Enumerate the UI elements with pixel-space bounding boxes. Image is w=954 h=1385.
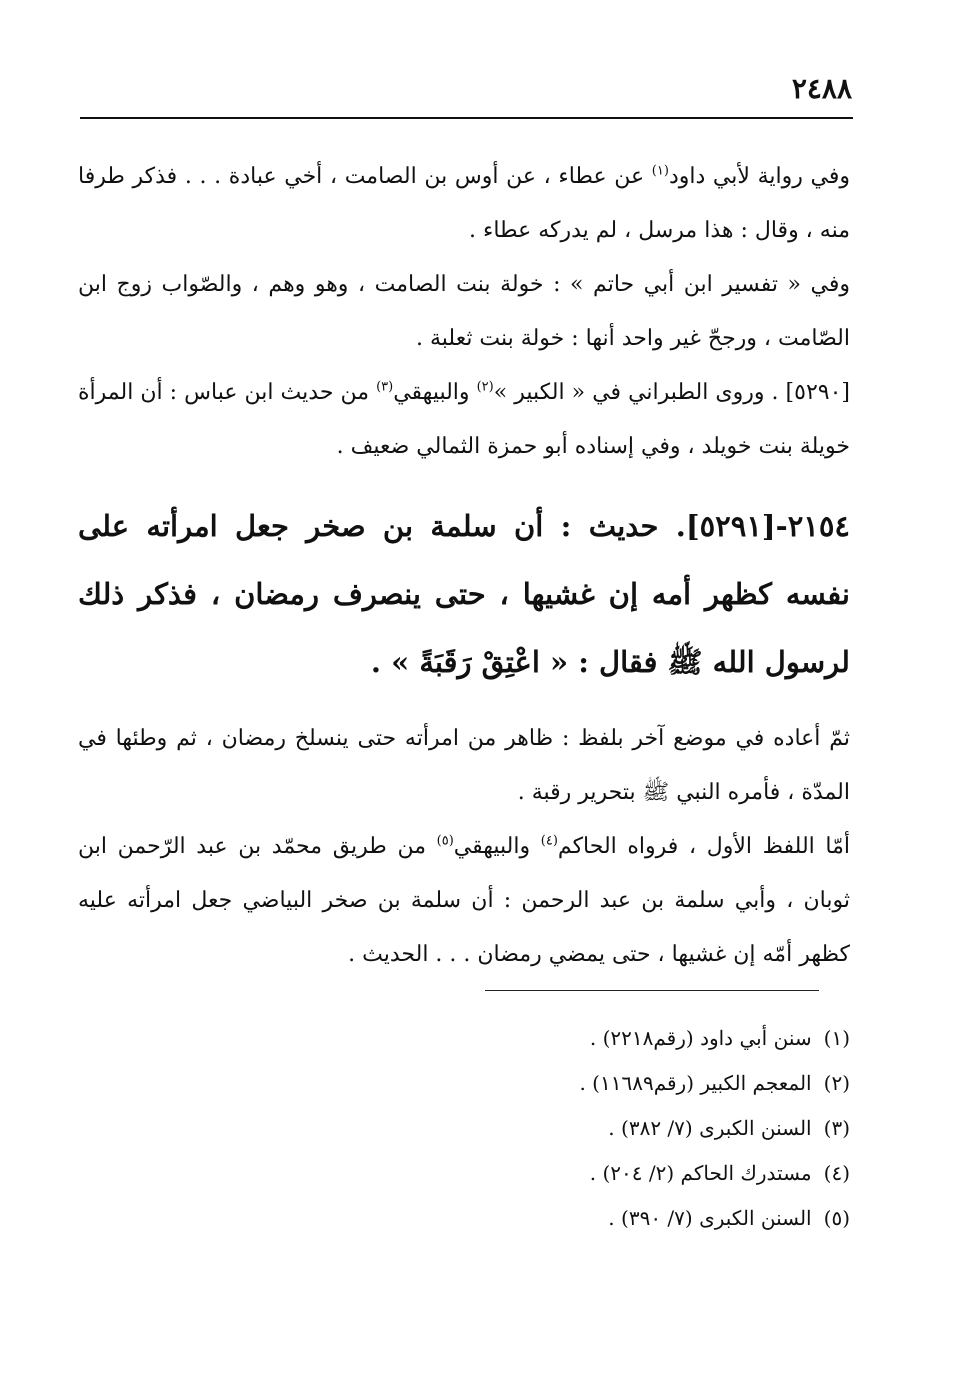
hadith-heading: ٢١٥٤-[٥٢٩١]. حديث : أن سلمة بن صخر جعل امرأته على نفسه كظهر أمه إن غشيها ، حتى ينصرف رمضان ، فذكر ذلك لرسول الله ﷺ فقال : « اعْتِقْ رَقَبَةً » . bbox=[78, 509, 850, 679]
footnote-number: (٣) bbox=[823, 1116, 850, 1140]
footnote-ref[interactable]: (١) bbox=[651, 163, 669, 179]
footnote-text: السنن الكبرى (٧/ ٣٨٢) . bbox=[608, 1116, 812, 1140]
footnotes-list bbox=[230, 1016, 850, 1241]
main-text bbox=[78, 150, 850, 982]
paragraph: ثمّ أعاده في موضع آخر بلفظ : ظاهر من امرأته حتى ينسلخ رمضان ، ثم وطئها في المدّة ، فأمره النبي ﷺ بتحرير رقبة . bbox=[78, 726, 850, 805]
hadith-ref: [٥٢٩١] bbox=[685, 509, 776, 543]
page-number: ٢٤٨٨ bbox=[791, 72, 852, 105]
paragraph: وفي « تفسير ابن أبي حاتم » : خولة بنت الصامت ، وهو وهم ، والصّواب زوج ابن الصّامت ، ورجحّ غير واحد أنها : خولة بنت ثعلبة . bbox=[78, 272, 850, 351]
footnote-ref[interactable]: (٢) bbox=[476, 379, 494, 395]
paragraph: [٥٢٩٠] . وروى الطبراني في « الكبير »$^{(٢)}$ والبيهقي$^{(٣)}$ من حديث ابن عباس : أن المرأة خويلة بنت خويلد ، وفي إسناده أبو حمزة الثمالي ضعيف . bbox=[78, 379, 850, 459]
paragraph: أمّا اللفظ الأول ، فرواه الحاكم$^{(٤)}$ والبيهقي$^{(٥)}$ من طريق محمّد بن عبد الرّحمن ابن ثوبان ، وأبي سلمة بن عبد الرحمن : أن سلمة بن صخر البياضي جعل امرأته عليه كظهر أمّه إن غشيها ، حتى يمضي رمضان . . . الحديث . bbox=[78, 833, 851, 967]
footnote-text: مستدرك الحاكم (٢/ ٢٠٤) . bbox=[589, 1161, 812, 1185]
footnote-text: المعجم الكبير (رقم١١٦٨٩) . bbox=[579, 1071, 812, 1095]
paragraph: وفي رواية لأبي داود$^{(١)}$ عن عطاء ، عن أوس بن الصامت ، أخي عبادة . . . فذكر طرفا منه ، وقال : هذا مرسل ، لم يدركه عطاء . bbox=[78, 163, 850, 243]
footnote-ref[interactable]: (٤) bbox=[540, 833, 558, 849]
footnote-item bbox=[230, 1016, 850, 1061]
footnote-text: سنن أبي داود (رقم٢٢١٨) . bbox=[589, 1026, 812, 1050]
footnote-ref[interactable]: (٣) bbox=[376, 379, 394, 395]
footnote-number: (١) bbox=[823, 1026, 850, 1050]
footnote-item bbox=[230, 1151, 850, 1196]
footnote-divider bbox=[485, 990, 819, 991]
footnote-number: (٥) bbox=[823, 1206, 850, 1230]
footnote-ref[interactable]: (٥) bbox=[436, 833, 454, 849]
hadith-text: . حديث : أن سلمة بن صخر جعل امرأته على نفسه كظهر أمه إن غشيها ، حتى ينصرف رمضان ، فذكر ذلك لرسول الله ﷺ فقال : « اعْتِقْ رَقَبَةً » . bbox=[78, 509, 850, 679]
footnote-text: السنن الكبرى (٧/ ٣٩٠) . bbox=[608, 1206, 812, 1230]
footnote-number: (٤) bbox=[823, 1161, 850, 1185]
footnote-item bbox=[230, 1196, 850, 1241]
header-rule bbox=[80, 117, 853, 119]
footnote-item bbox=[230, 1106, 850, 1151]
footnote-number: (٢) bbox=[823, 1071, 850, 1095]
footnote-item bbox=[230, 1061, 850, 1106]
hadith-number: ٢١٥٤ bbox=[787, 509, 850, 543]
